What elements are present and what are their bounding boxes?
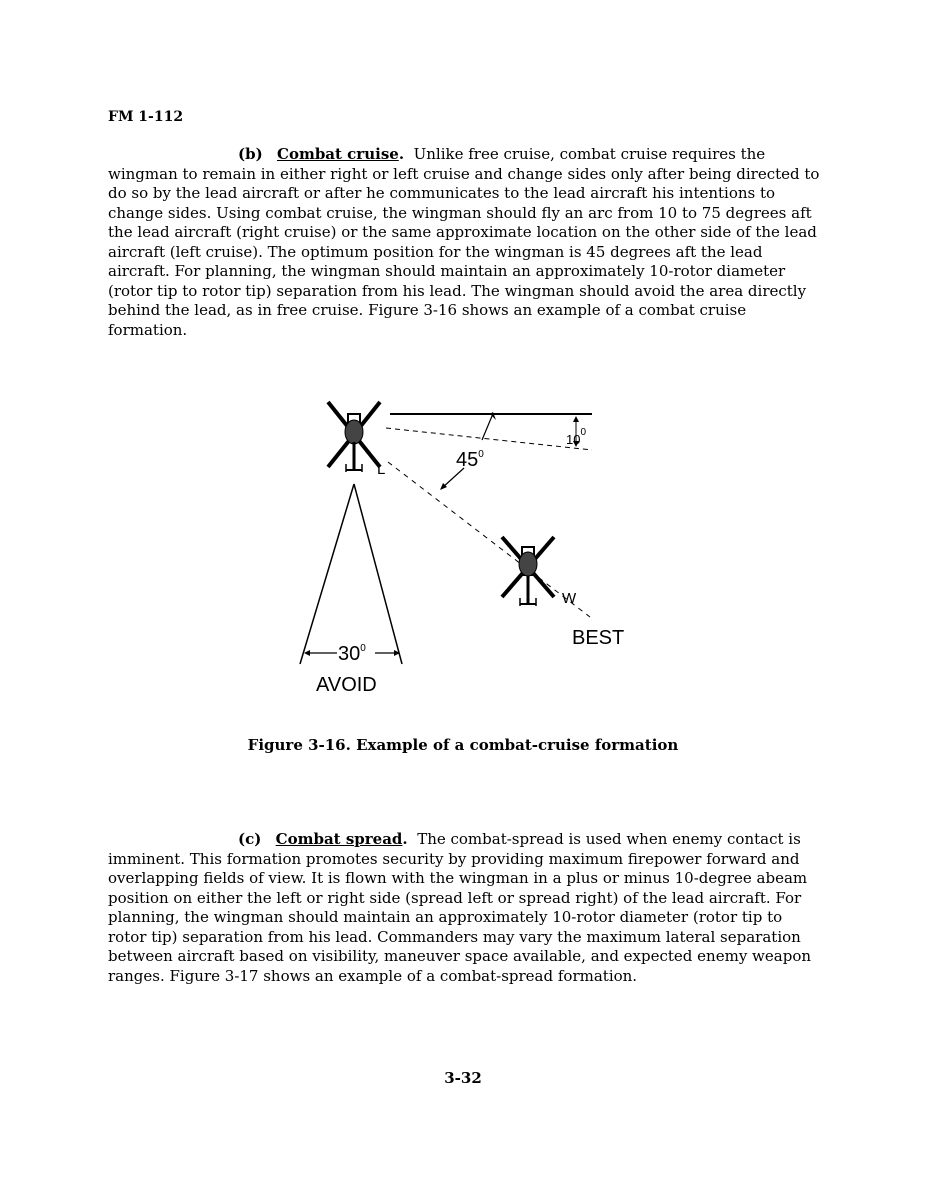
formation-diagram (280, 392, 630, 702)
avoid-cone-left-edge (300, 484, 354, 664)
para-term-period: . (398, 145, 405, 163)
para-tag: (b) (238, 145, 263, 163)
ten-degree-dashed-line (386, 428, 592, 450)
angle-10-label (566, 428, 586, 446)
para-text: The combat-spread is used when enemy contact is imminent. This formation promotes security by providing maximum firepower forward and overlapping fields of view. It is flown with the wingman in a plus or minus 10-degree abeam position on either the left or right side (spread left or spread right) of the lead aircraft. For planning, the wingman should maintain an approximately 10-rotor diameter (rotor tip to rotor tip) separation from his lead. Commanders may vary the maximum lateral separation between aircraft based on visibility, maneuver space available, and expected enemy weapon ranges. Figure 3-17 shows an example of a combat-spread formation. (108, 830, 812, 985)
degree-mark-45: 0 (478, 449, 484, 460)
paragraph-combat-cruise (108, 145, 820, 340)
paragraph-combat-spread (108, 830, 820, 986)
angle-30-label (338, 644, 366, 664)
document-id: FM 1-112 (108, 109, 184, 125)
ten-degree-arrow-up (573, 416, 579, 422)
para-term: Combat spread (275, 830, 403, 848)
para-term: Combat cruise (277, 145, 399, 163)
forty-five-degree-dashed-line (388, 462, 590, 617)
degree-mark-10: 0 (580, 427, 587, 438)
angle-30-value: 30 (338, 643, 361, 665)
page-number: 3-32 (444, 1069, 482, 1087)
angle-45-label (456, 450, 484, 470)
para-text: Unlike free cruise, combat cruise requires the wingman to remain in either right or left cruise and change sides only after being directed to do so by the lead aircraft or after he communicates to the lead aircraft his intentions to change sides. Using combat cruise, the wingman should fly an arc from 10 to 75 degrees aft the lead aircraft (right cruise) or the same approximate location on the other side of the lead aircraft (left cruise). The optimum position for the wingman is 45 degrees aft the lead aircraft. For planning, the wingman should maintain an approximately 10-rotor diameter (rotor tip to rotor tip) separation from his lead. The wingman should avoid the area directly behind the lead, as in free cruise. Figure 3-16 shows an example of a combat cruise formation. (108, 145, 820, 339)
avoid-cone-right-edge (354, 484, 402, 664)
forty-five-arrow-top (482, 416, 492, 440)
angle-10-value: 10 (566, 432, 581, 447)
avoid-label: AVOID (316, 674, 377, 696)
forty-five-arrow-bottom (442, 468, 464, 488)
wingman-helicopter-icon (502, 537, 554, 606)
best-label: BEST (572, 627, 625, 649)
figure-caption: Figure 3-16. Example of a combat-cruise formation (247, 736, 679, 754)
para-term-period: . (402, 830, 408, 848)
para-tag: (c) (238, 830, 262, 848)
lead-helicopter-icon (328, 402, 380, 472)
angle-45-value: 45 (456, 449, 479, 471)
degree-mark-30: 0 (360, 643, 366, 654)
lead-label: L (377, 461, 386, 478)
wing-label: W (562, 590, 577, 607)
